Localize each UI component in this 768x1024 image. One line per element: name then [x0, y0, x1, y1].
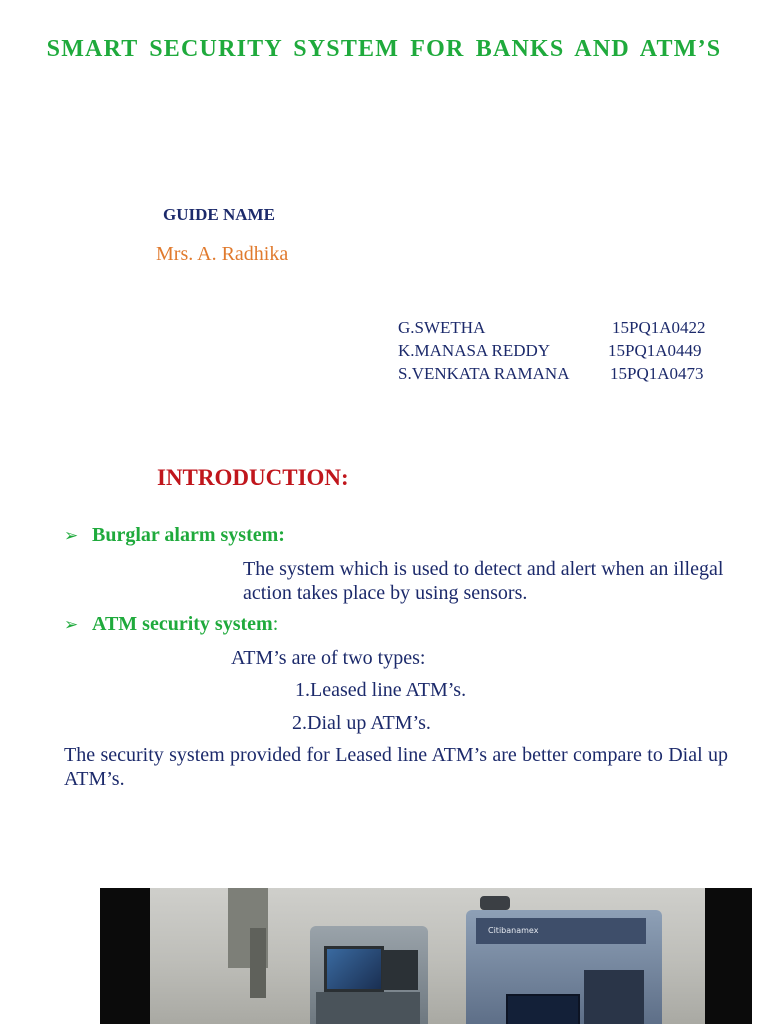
student-row: [398, 339, 706, 362]
atm-brand-label: Citibanamex: [488, 926, 539, 935]
atm-screen: [324, 946, 384, 992]
introduction-heading: INTRODUCTION:: [157, 465, 349, 490]
atm-panel: [584, 970, 644, 1024]
student-row: [398, 362, 706, 385]
atm-security-heading: ATM security system: [92, 613, 273, 635]
conclusion-paragraph: The security system provided for Leased line ATM’s are better compare to Dial up ATM’s.: [64, 744, 728, 790]
student-id: 15PQ1A0449: [608, 341, 702, 360]
student-name: K.MANASA REDDY: [398, 341, 551, 360]
wall-fixture: [250, 928, 266, 998]
arrow-bullet-icon: ➢: [64, 525, 79, 545]
student-name: S.VENKATA RAMANA: [398, 364, 570, 383]
bullet-atm-security: [64, 613, 278, 636]
student-id: 15PQ1A0422: [612, 318, 706, 337]
atm-types-intro: ATM’s are of two types:: [231, 647, 426, 669]
burglar-alarm-heading: Burglar alarm system:: [92, 524, 285, 546]
atm-photo: [100, 888, 752, 1024]
atm-machine-right: [466, 910, 662, 1024]
burglar-alarm-description: The system which is used to detect and alert when an illegal action takes place by using sensors.: [243, 558, 724, 604]
student-row: [398, 316, 706, 339]
atm-type-item: 1.Leased line ATM’s.: [295, 679, 467, 701]
atm-base: [316, 992, 420, 1024]
atm-photo-scene: [150, 888, 705, 1024]
page-title: SMART SECURITY SYSTEM FOR BANKS AND ATM’S: [46, 36, 722, 62]
atm-type-item: 2.Dial up ATM’s.: [292, 712, 431, 734]
camera-icon: [480, 896, 510, 910]
bullet-burglar-alarm: [64, 524, 285, 547]
atm-header-panel: [476, 918, 646, 944]
guide-name: Mrs. A. Radhika: [156, 243, 289, 265]
atm-keypad: [382, 950, 418, 990]
guide-label: GUIDE NAME: [163, 205, 275, 224]
atm-machine-left: [310, 926, 428, 1024]
atm-security-colon: :: [272, 613, 279, 635]
student-name: G.SWETHA: [398, 318, 486, 337]
arrow-bullet-icon: ➢: [64, 614, 79, 634]
student-list: [398, 316, 706, 385]
atm-screen: [506, 994, 580, 1024]
student-id: 15PQ1A0473: [610, 364, 704, 383]
